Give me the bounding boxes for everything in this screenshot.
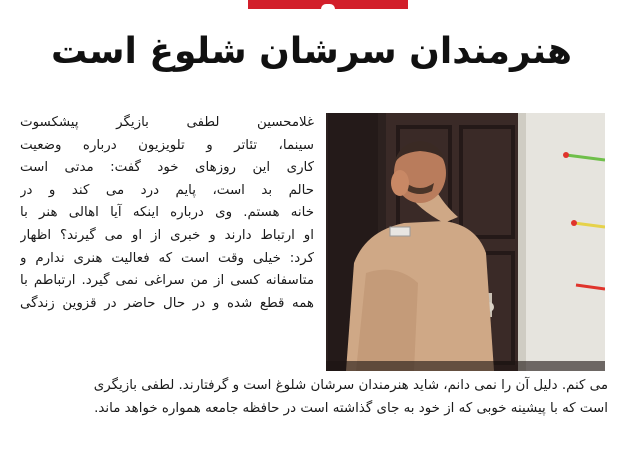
- body-line: متاسفانه کسی از من سراغی نمی گیرد. ارتباطم با: [20, 273, 314, 289]
- section-tab-notch: [321, 4, 335, 9]
- body-line: حالم بد است، پایم درد می کند و در: [20, 182, 314, 198]
- article-photo: [326, 113, 605, 371]
- body-line: او ارتباط دارند و خبری از او می گیرند؟ اظهار: [20, 227, 314, 243]
- body-line: کاری این روزهای خود گفت: مدتی است: [20, 160, 314, 176]
- body-line: سینما، تئاتر و تلویزیون درباره وضعیت: [20, 137, 314, 153]
- body-line: غلامحسین لطفی بازیگر پیشکسوت: [20, 115, 314, 130]
- article-headline: هنرمندان سرشان شلوغ است: [50, 31, 573, 72]
- article-body-column: [20, 112, 314, 315]
- body-line: همه قطع شده و در حال حاضر در قزوین زندگی: [20, 295, 314, 311]
- body-line: می کنم. دلیل آن را نمی دانم، شاید هنرمندان سرشان شلوغ است و گرفتارند. لطفی بازیگری: [93, 378, 608, 393]
- body-line: است که با پیشینه خوبی که از خود به جای گذاشته است در حافظه جامعه همواره خواهد ماند.: [94, 400, 608, 416]
- body-line: کرد: خیلی وقت است که فعالیت هنری ندارم و: [20, 250, 314, 266]
- article-body-full-width: [30, 375, 608, 420]
- body-line: خانه هستم. وی درباره اینکه آیا اهالی هنر با: [20, 205, 314, 221]
- section-tab: [248, 0, 408, 9]
